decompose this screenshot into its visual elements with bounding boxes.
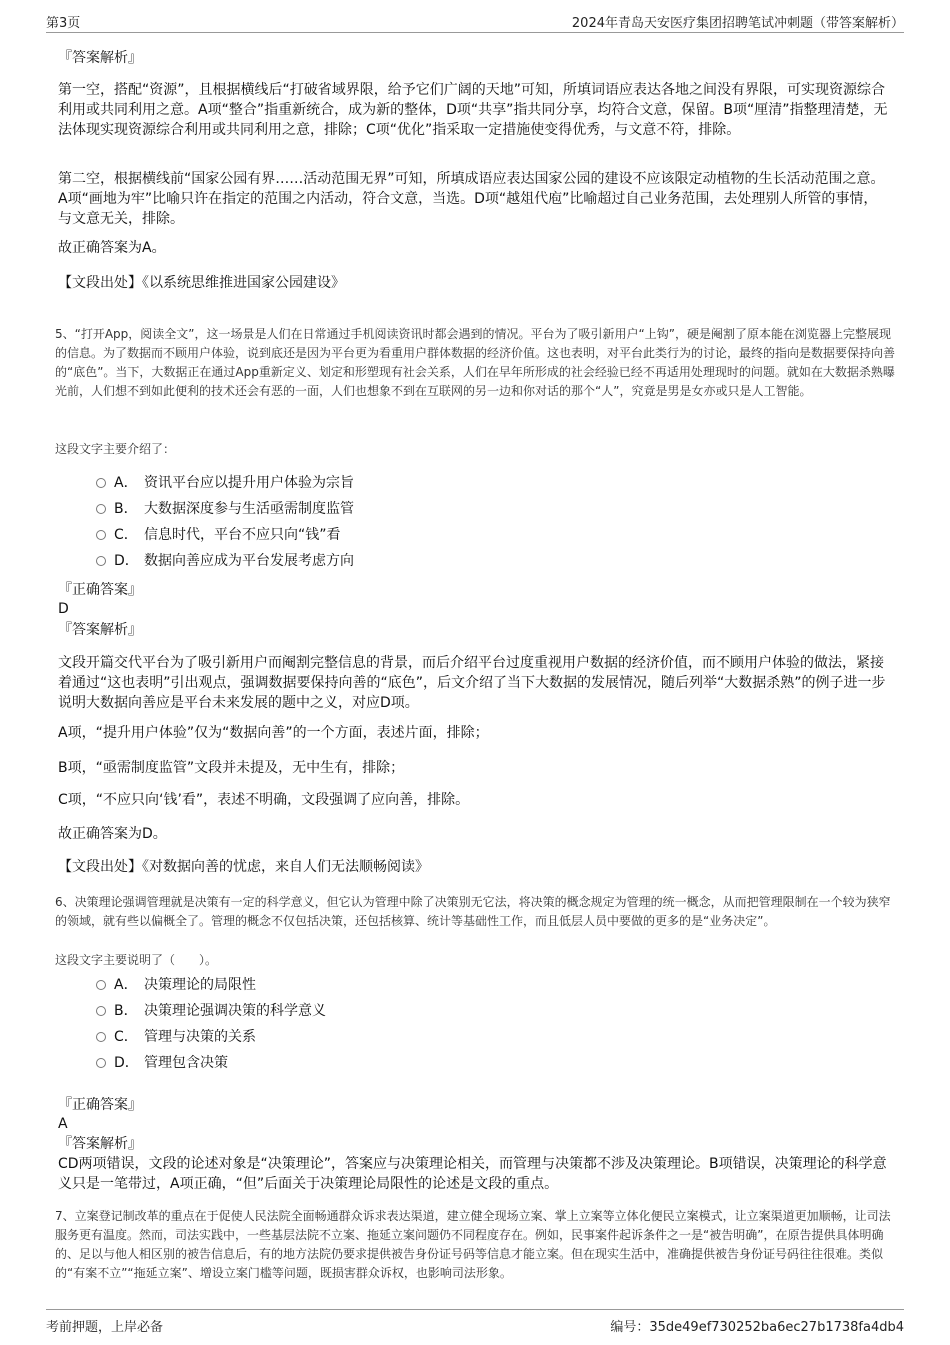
q7-stem: 7、立案登记制改革的重点在于促使人民法院全面畅通群众诉求表达渠道，建立健全现场立案、掌上立案等立体化便民立案模式，让立案渠道更加顺畅，让司法服务更有温度。然而，司法实践中，一些基层法院不立案、拖延立案问题仍不同程度存在。例如，民事案件起诉条件之一是“被告明确”，在原告提供具体明确的、足以与他人相区别的被告信息后，有的地方法院仍要求提供被告身份证号码等信息才能立案。但在现实生活中，准确提供被告身份证号码往往很难。类似的“有案不立”“拖延立案”、增设立案门槛等问题，既损害群众诉权，也影响司法形象。 (55, 1209, 891, 1280)
q5-conclusion: 故正确答案为D。 (58, 826, 167, 842)
q6-answer: A (58, 1116, 68, 1132)
q5-option-c[interactable] (96, 525, 341, 545)
option-text: 信息时代，平台不应只向“钱”看 (144, 527, 341, 543)
page-header (46, 12, 904, 33)
option-letter: A． (114, 977, 138, 993)
q5-answer: D (58, 601, 69, 617)
q5-option-a[interactable] (96, 473, 354, 493)
radio-icon[interactable] (96, 1058, 106, 1068)
option-text: 数据向善应成为平台发展考虑方向 (144, 553, 354, 569)
radio-icon[interactable] (96, 478, 106, 488)
q6-analysis-label: 『答案解析』 (58, 1136, 142, 1152)
radio-icon[interactable] (96, 556, 106, 566)
q5-prompt: 这段文字主要介绍了： (55, 442, 176, 456)
q5-analysis-label: 『答案解析』 (58, 622, 142, 638)
option-letter: D． (114, 1055, 139, 1071)
radio-icon[interactable] (96, 530, 106, 540)
q5-analysis-p1: 文段开篇交代平台为了吸引新用户而阉割完整信息的背景，而后介绍平台过度重视用户数据的经济价值，而不顾用户体验的做法，紧接着通过“这也表明”引出观点，强调数据要保持向善的“底色”，后文介绍了当下大数据的发展情况，随后列举“大数据杀熟”的例子进一步说明大数据向善应是平台未来发展的题中之义，对应D项。 (58, 655, 886, 711)
q5-analysis-p2: A项，“提升用户体验”仅为“数据向善”的一个方面，表述片面，排除； (58, 725, 489, 741)
radio-icon[interactable] (96, 504, 106, 514)
footer-slogan: 考前押题，上岸必备 (46, 1320, 164, 1335)
q6-prompt: 这段文字主要说明了（ ）。 (55, 953, 218, 967)
q4-source: 【文段出处】《以系统思维推进国家公园建设》 (58, 275, 345, 291)
q4-conclusion: 故正确答案为A。 (58, 240, 166, 256)
q6-option-c[interactable] (96, 1027, 256, 1047)
radio-icon[interactable] (96, 980, 106, 990)
option-text: 大数据深度参与生活亟需制度监管 (144, 501, 354, 517)
document-title: 2024年青岛天安医疗集团招聘笔试冲刺题（带答案解析） (571, 16, 904, 31)
q6-stem: 6、决策理论强调管理就是决策有一定的科学意义，但它认为管理中除了决策别无它法，将决策的概念规定为管理的统一概念，从而把管理限制在一个较为狭窄的领域，就有些以偏概全了。管理的概念不仅包括决策，还包括核算、统计等基础性工作，而且低层人员中要做的更多的是“业务决定”。 (55, 895, 891, 928)
option-text: 决策理论的局限性 (144, 977, 256, 993)
option-letter: B． (114, 501, 138, 517)
option-letter: B． (114, 1003, 138, 1019)
option-text: 决策理论强调决策的科学意义 (144, 1003, 326, 1019)
radio-icon[interactable] (96, 1006, 106, 1016)
footer-code-value: 35de49ef730252ba6ec27b1738fa4db4 (649, 1320, 904, 1335)
q6-analysis-p1: CD两项错误，文段的论述对象是“决策理论”，答案应与决策理论相关，而管理与决策都不涉及决策理论。B项错误，决策理论的科学意义只是一笔带过，A项正确，“但”后面关于决策理论局限性的论述是文段的重点。 (58, 1156, 887, 1192)
q4-analysis-p1: 第一空，搭配“资源”，且根据横线后“打破省域界限，给予它们广阔的天地”可知，所填词语应表达各地之间没有界限，可实现资源综合利用或共同利用之意。A项“整合”指重新统合，成为新的整体，D项“共享”指共同分享，均符合文意，保留。B项“厘清”指整理清楚，无法体现实现资源综合利用或共同利用之意，排除；C项“优化”指采取一定措施使变得优秀，与文意不符，排除。 (58, 82, 888, 138)
radio-icon[interactable] (96, 1032, 106, 1042)
q4-analysis-p2: 第二空，根据横线前“国家公园有界……活动范围无界”可知，所填成语应表达国家公园的建设不应该限定动植物的生长活动范围之意。A项“画地为牢”比喻只许在指定的范围之内活动，符合文意，当选。D项“越俎代庖”比喻超过自己业务范围，去处理别人所管的事情，与文意无关，排除。 (58, 171, 885, 227)
q5-option-b[interactable] (96, 499, 354, 519)
option-text: 管理包含决策 (144, 1055, 228, 1071)
q6-answer-label: 『正确答案』 (58, 1097, 142, 1113)
option-letter: C． (114, 1029, 138, 1045)
q5-analysis-p4: C项，“不应只向‘钱’看”，表述不明确，文段强调了应向善，排除。 (58, 792, 470, 808)
q6-option-b[interactable] (96, 1001, 326, 1021)
page-footer (46, 1309, 904, 1338)
q5-source: 【文段出处】《对数据向善的忧虑，来自人们无法顺畅阅读》 (58, 859, 429, 875)
q5-option-d[interactable] (96, 551, 354, 571)
option-text: 管理与决策的关系 (144, 1029, 256, 1045)
q6-option-a[interactable] (96, 975, 256, 995)
q5-stem: 5、“打开App，阅读全文”，这一场景是人们在日常通过手机阅读资讯时都会遇到的情况。平台为了吸引新用户“上钩”，硬是阉割了原本能在浏览器上完整展现的信息。为了数据而不顾用户体验，说到底还是因为平台更为看重用户群体数据的经济价值。这也表明，对平台此类行为的讨论，最终的指向是数据要保持向善的“底色”。当下，大数据正在通过App重新定义、划定和形塑现有社会关系，人们在早年所形成的社会经验已经不再适用处理现时的问题。就如在大数据杀熟曝光前，人们想不到如此便利的技术还会有恶的一面，人们也想象不到在互联网的另一边和你对话的那个“人”，究竟是男是女亦或只是人工智能。 (55, 327, 896, 398)
page-number: 第3页 (46, 16, 81, 31)
footer-code-label: 编号： (610, 1320, 650, 1335)
option-letter: A． (114, 475, 138, 491)
option-letter: C． (114, 527, 138, 543)
footer-code (610, 1316, 904, 1335)
q5-analysis-p3: B项，“亟需制度监管”文段并未提及，无中生有，排除； (58, 760, 405, 776)
q5-answer-label: 『正确答案』 (58, 582, 142, 598)
option-text: 资讯平台应以提升用户体验为宗旨 (144, 475, 354, 491)
q4-analysis-label: 『答案解析』 (58, 50, 142, 66)
q6-option-d[interactable] (96, 1053, 228, 1073)
option-letter: D． (114, 553, 139, 569)
